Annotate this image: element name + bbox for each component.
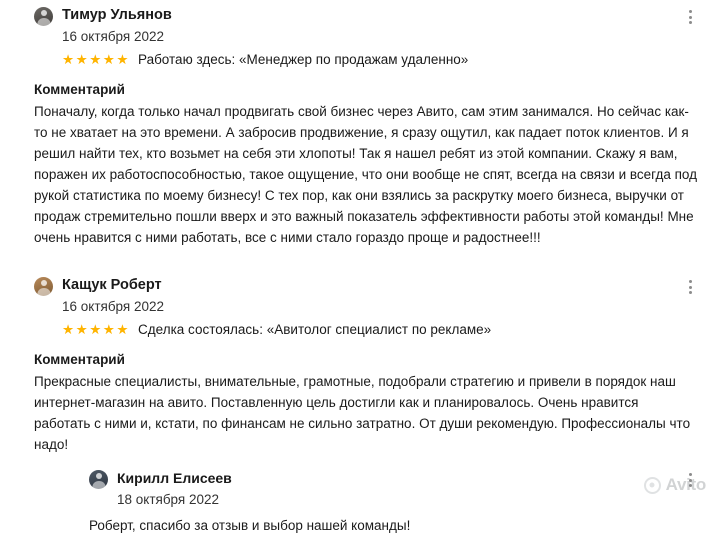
reply-body: Роберт, спасибо за отзыв и выбор нашей команды! — [89, 518, 411, 533]
reply-menu-icon[interactable] — [682, 471, 698, 489]
avatar — [34, 7, 53, 26]
review-author: Кащук Роберт — [62, 277, 162, 293]
reply-author: Кирилл Елисеев — [117, 470, 232, 486]
review-deal-text: Работаю здесь: «Менеджер по продажам удаленно» — [138, 52, 469, 67]
comment-body: Поначалу, когда только начал продвигать свой бизнес через Авито, сам этим занимался. Но сейчас как-то не хватает на это времени. А забросив продвижение, я сразу ощутил, как падает поток клиентов. И я решил найти тех, кто возьмет на себя эти хлопоты! Так я нашел ребят из этой компании. Скажу я вам, поражен их работоспособностью, такое ощущение, что они вообще не спят, всегда на связи и всегда под рукой статистика по моему бизнесу! С тех пор, как они взялись за раскрутку моего бизнеса, выручки от продаж стремительно пошли вверх и это важный показатель эффективности работы этой команды! Мне очень нравится с ними работать, все с ними стало гораздо проще и радостнее!!! — [34, 104, 698, 245]
comment-title: Комментарий — [34, 352, 125, 367]
watermark-text: Avito — [665, 475, 706, 494]
review-menu-icon[interactable] — [682, 8, 698, 26]
star-rating-icon: ★★★★★ — [62, 322, 131, 337]
avatar — [34, 277, 53, 296]
review-author: Тимур Ульянов — [62, 7, 172, 23]
review-header — [34, 6, 698, 69]
comment-title: Комментарий — [34, 82, 125, 97]
review-reply — [89, 469, 698, 536]
rating-row — [62, 51, 468, 69]
review-date: 16 октября 2022 — [62, 29, 165, 44]
review-menu-icon[interactable] — [682, 278, 698, 296]
comment-body: Прекрасные специалисты, внимательные, грамотные, подобрали стратегию и привели в порядок наш интернет-магазин на авито. Поставленную цель достигли как и планировалось. Очень нравится работать с ними и, кстати, по финансам не сильно затратно. От души рекомендую. Профессионалы что надо! — [34, 374, 691, 452]
review-item — [34, 270, 698, 536]
star-rating-icon: ★★★★★ — [62, 52, 131, 67]
review-deal-text: Сделка состоялась: «Авитолог специалист по рекламе» — [138, 322, 492, 337]
review-item — [34, 0, 698, 248]
avatar — [89, 470, 108, 489]
rating-row — [62, 321, 491, 339]
review-date: 16 октября 2022 — [62, 299, 165, 314]
reply-date: 18 октября 2022 — [117, 492, 220, 507]
reply-header — [89, 469, 698, 509]
review-header — [34, 276, 698, 339]
